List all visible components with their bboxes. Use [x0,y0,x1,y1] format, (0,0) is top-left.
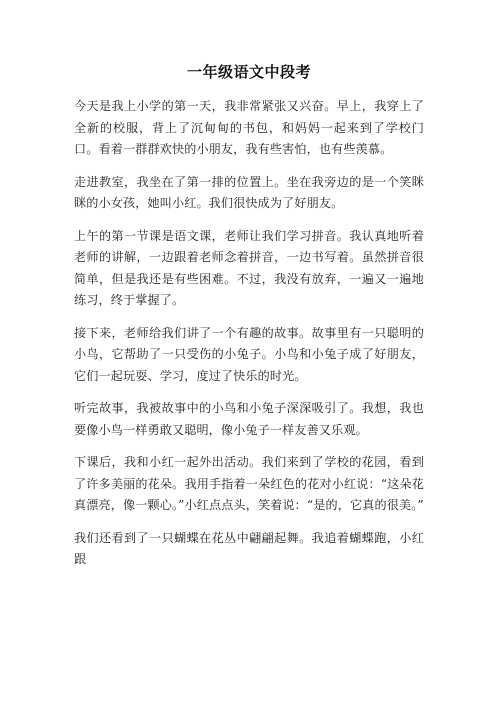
paragraph-6: 下课后，我和小红一起外出活动。我们来到了学校的花园，看到了许多美丽的花朵。我用手指着一朵红色的花对小红说：“这朵花真漂亮，像一颗心。”小红点点头，笑着说：“是的，它真的很美。” [74,455,424,512]
paragraph-5: 听完故事，我被故事中的小鸟和小兔子深深吸引了。我想，我也要像小鸟一样勇敢又聪明，像小兔子一样友善又乐观。 [74,401,424,437]
paragraph-7: 我们还看到了一只蝴蝶在花丛中翩翩起舞。我追着蝴蝶跑，小红跟 [74,530,424,566]
paragraph-4: 接下来，老师给我们讲了一个有趣的故事。故事里有一只聪明的小鸟，它帮助了一只受伤的小兔子。小鸟和小兔子成了好朋友，它们一起玩耍、学习，度过了快乐的时光。 [74,325,424,383]
paragraph-3: 上午的第一节课是语文课，老师让我们学习拼音。我认真地听着老师的讲解，一边跟着老师念着拼音，一边书写着。虽然拼音很简单，但是我还是有些困难。不过，我没有放弃，一遍又一遍地练习，终于掌握了。 [74,228,424,307]
paragraph-1: 今天是我上小学的第一天，我非常紧张又兴奋。早上，我穿上了全新的校服，背上了沉甸甸的书包，和妈妈一起来到了学校门口。看着一群群欢快的小朋友，我有些害怕，也有些羡慕。 [74,99,424,156]
document-title: 一年级语文中段考 [186,63,311,81]
paragraph-2: 走进教室，我坐在了第一排的位置上。坐在我旁边的是一个笑眯眯的小女孩，她叫小红。我们很快成为了好朋友。 [74,174,424,210]
